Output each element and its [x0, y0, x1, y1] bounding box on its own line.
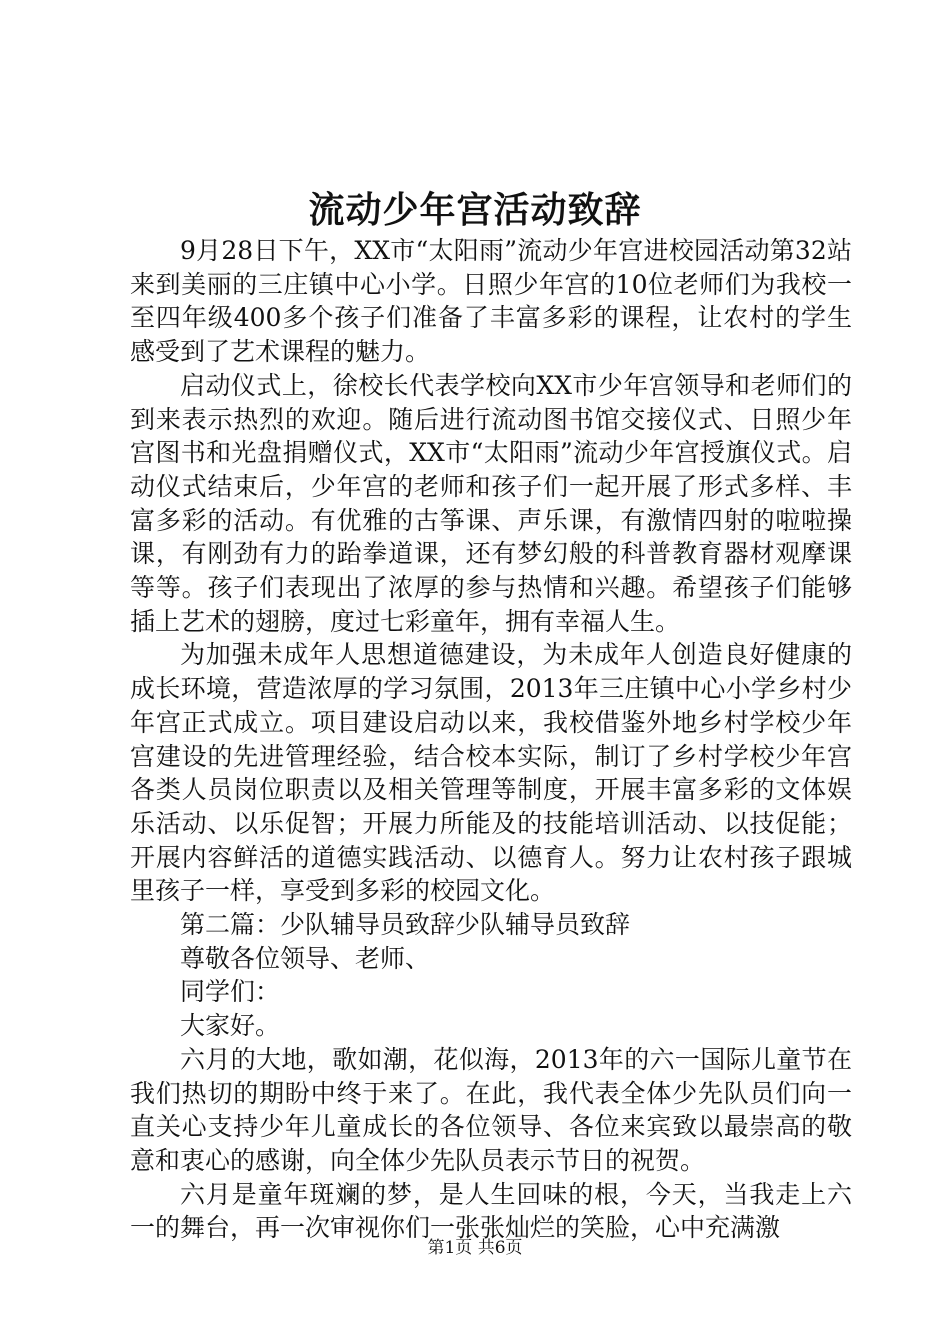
paragraph: 六月的大地，歌如潮，花似海，2013年的六一国际儿童节在我们热切的期盼中终于来了。在此，我代表全体少先队员们向一直关心支持少年儿童成长的各位领导、各位来宾致以最崇高的敬意和衷心的感谢，向全体少先队员表示节日的祝贺。: [130, 1044, 852, 1175]
page-number-footer: 第1页 共6页: [427, 1238, 523, 1258]
greeting: 大家好。: [180, 1011, 281, 1041]
document-title: 流动少年宫活动致辞: [308, 189, 642, 231]
document-body: [130, 234, 852, 1245]
paragraph: 9月28日下午，XX市“太阳雨”流动少年宫进校园活动第32站来到美丽的三庄镇中心小学。日照少年宫的10位老师们为我校一至四年级400多个孩子们准备了丰富多彩的课程，让农村的学生感受到了艺术课程的魅力。: [130, 236, 852, 367]
section-heading: 第二篇：少队辅导员致辞少队辅导员致辞: [180, 910, 631, 940]
paragraph: 六月是童年斑斓的梦，是人生回味的根，今天，当我走上六一的舞台，再一次审视你们一张张灿烂的笑脸，心中充满激: [130, 1179, 852, 1243]
paragraph: 启动仪式上，徐校长代表学校向XX市少年宫领导和老师们的到来表示热烈的欢迎。随后进行流动图书馆交接仪式、日照少年宫图书和光盘捐赠仪式，XX市“太阳雨”流动少年宫授旗仪式。启动仪式结束后，少年宫的老师和孩子们一起开展了形式多样、丰富多彩的活动。有优雅的古筝课、声乐课，有激情四射的啦啦操课，有刚劲有力的跆拳道课，还有梦幻般的科普教育器材观摩课等等。孩子们表现出了浓厚的参与热情和兴趣。希望孩子们能够插上艺术的翅膀，度过七彩童年，拥有幸福人生。: [130, 370, 852, 636]
salutation: 同学们：: [180, 977, 281, 1007]
paragraph: 为加强未成年人思想道德建设，为未成年人创造良好健康的成长环境，营造浓厚的学习氛围，2013年三庄镇中心小学乡村少年宫正式成立。项目建设启动以来，我校借鉴外地乡村学校少年宫建设的先进管理经验，结合校本实际，制订了乡村学校少年宫各类人员岗位职责以及相关管理等制度，开展丰富多彩的文体娱乐活动、以乐促智；开展力所能及的技能培训活动、以技促能；开展内容鲜活的道德实践活动、以德育人。努力让农村孩子跟城里孩子一样，享受到多彩的校园文化。: [130, 640, 852, 906]
salutation: 尊敬各位领导、老师、: [180, 943, 431, 973]
